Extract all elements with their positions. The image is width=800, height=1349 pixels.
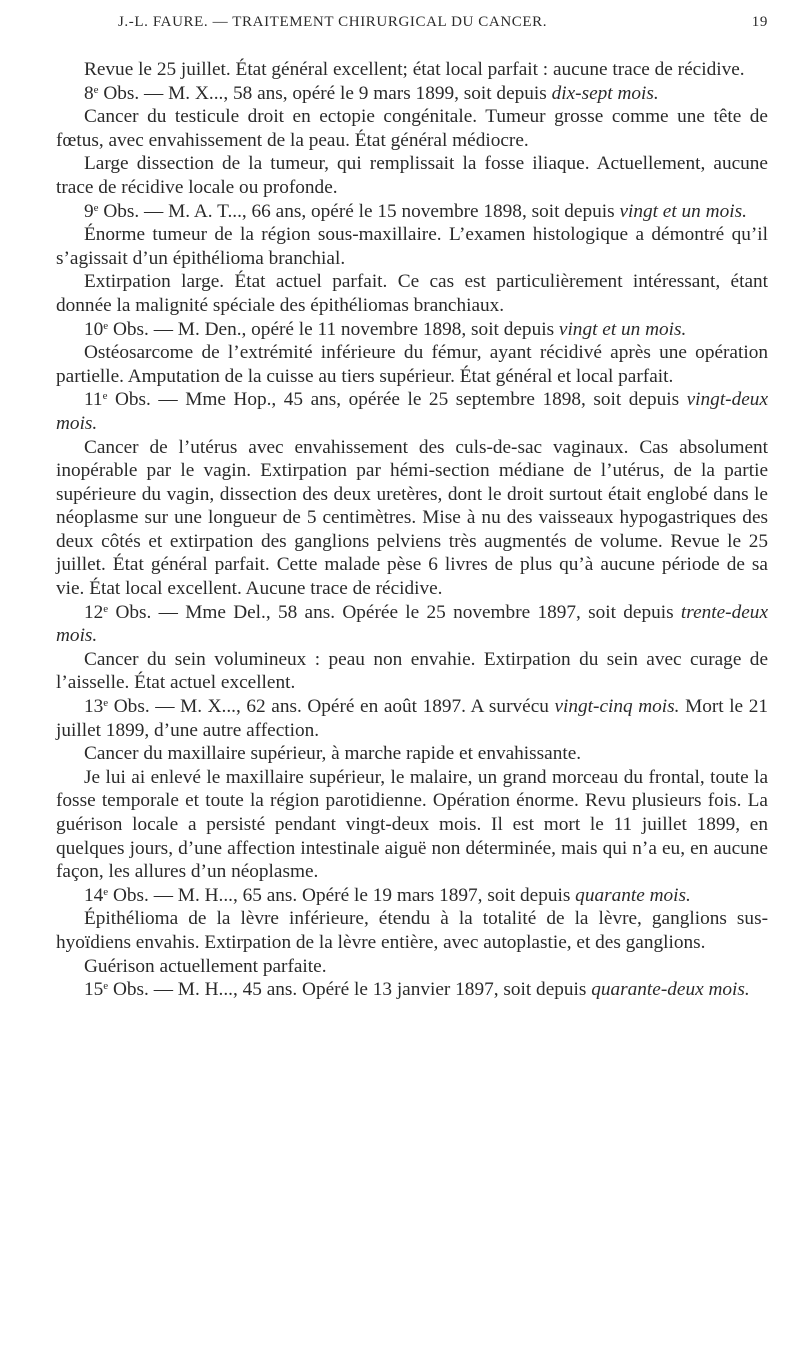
paragraph [56,978,768,1002]
italic-text: vingt-deux mois. [56,389,768,434]
text-run: Guérison actuellement parfaite. [84,955,327,977]
italic-text: dix-sept mois. [551,82,659,104]
paragraph [56,58,768,82]
paragraph [56,270,768,317]
paragraph [56,648,768,695]
text-run: Revue le 25 juillet. État général excellent; état local parfait : aucune trace de récidive. [84,59,745,80]
paragraph [56,766,768,884]
text-run: Cancer du testicule droit en ectopie congénitale. Tumeur grosse comme une tête de fœtus, avec envahissement de la peau. État général médiocre. [56,106,768,151]
text-run: Cancer de l’utérus avec envahissement des culs-de-sac vaginaux. Cas absolument inopérable par le vagin. Extirpation par hémi-section médiane de l’utérus, de la partie supérieure du vagin, dissection des deux uretères, dont le droit surtout était englobé dans le néoplasme sur une longueur de 5 centimètres. Mise à nu des vaisseaux hypogastriques des deux côtés et extirpation des ganglions pelviens très augmentés de volume. Revue le 25 juillet. État général parfait. Cette malade pèse 6 livres de plus qu’à aucune période de sa vie. État local excellent. Aucune trace de récidive. [56,436,768,600]
text-run: Épithélioma de la lèvre inférieure, étendu à la totalité de la lèvre, ganglions sus-hyoïdiens envahis. Extirpation de la lèvre entière, avec autoplastie, et des ganglions. [56,908,768,953]
ordinal-superscript: e [93,201,99,214]
paragraph [56,200,768,224]
text-run: Cancer du sein volumineux : peau non envahie. Extirpation du sein avec curage de l’aisselle. État actuel excellent. [56,648,768,694]
paragraph [56,341,768,388]
text-run: Je lui ai enlevé le maxillaire supérieur, le malaire, un grand morceau du frontal, toute la fosse temporale et toute la région parotidienne. Opération énorme. Revu plusieurs fois. La guérison locale a persisté pendant vingt-deux mois. Il est mort le 11 juillet 1899, en quelques jours, d’une affection intestinale aiguë non déterminée, mais qui n’a eu, en aucune façon, les allures d’un néoplasme. [56,766,768,883]
text-run: 15 [84,979,104,1001]
text-run: 13 [84,696,104,718]
text-run: 10 [84,318,104,340]
italic-text: trente-deux mois. [56,601,768,647]
text-run: Obs. — Mme Del., 58 ans. Opérée le 25 novembre 1897, soit depuis [108,601,681,623]
ordinal-superscript: e [103,980,109,993]
text-run: 11 [84,389,103,411]
italic-text: quarante-deux mois. [591,979,750,1001]
paragraph [56,318,768,342]
italic-text: quarante mois. [575,884,691,906]
text-run: Obs. — M. H..., 45 ans. Opéré le 13 janvier 1897, soit depuis [108,979,592,1001]
paragraph [56,152,768,199]
text-run: Ostéosarcome de l’extrémité inférieure du fémur, ayant récidivé après une opération partielle. Amputation de la cuisse au tiers supérieur. État général et local parfait. [56,342,768,387]
italic-text: vingt-cinq mois. [554,696,680,718]
text-run: Cancer du maxillaire supérieur, à marche rapide et envahissante. [84,743,582,765]
paragraph [56,695,768,742]
text-run: Obs. — M. X..., 58 ans, opéré le 9 mars 1899, soit depuis [98,82,552,104]
paragraph [56,223,768,270]
text-run: Large dissection de la tumeur, qui remplissait la fosse iliaque. Actuellement, aucune trace de récidive locale ou profonde. [56,153,768,198]
paragraph [56,436,768,601]
italic-text: vingt et un mois. [558,318,687,340]
text-run: Obs. — M. A. T..., 66 ans, opéré le 15 novembre 1898, soit depuis [98,200,620,222]
text-run: Obs. — M. Den., opéré le 11 novembre 1898, soit depuis [108,318,559,340]
ordinal-superscript: e [102,390,108,403]
paragraph [56,388,768,435]
paragraph [56,907,768,954]
ordinal-superscript: e [103,697,109,710]
text-run: Obs. — M. X..., 62 ans. Opéré en août 1897. A survécu [108,696,555,718]
paragraph [56,955,768,979]
text-run: Énorme tumeur de la région sous-maxillaire. L’examen histologique a démontré qu’il s’agissait d’un épithélioma branchial. [56,224,768,269]
running-title: J.-L. FAURE. — TRAITEMENT CHIRURGICAL DU CANCER. [118,14,548,30]
paragraph [56,742,768,766]
ordinal-superscript: e [93,83,99,96]
text-run: Obs. — M. H..., 65 ans. Opéré le 19 mars 1897, soit depuis [108,884,576,906]
italic-text: vingt et un mois. [619,200,747,222]
paragraph [56,105,768,152]
body-text [56,58,768,1002]
text-run: Mort le 21 juillet 1899, d’une autre affection. [56,696,768,741]
paragraph [56,884,768,908]
ordinal-superscript: e [103,602,109,615]
ordinal-superscript: e [103,319,109,332]
paragraph [56,82,768,106]
text-run: 8 [84,82,94,104]
text-run: 12 [84,601,104,623]
text-run: Extirpation large. État actuel parfait. Ce cas est particulièrement intéressant, étant donnée la malignité spéciale des épithéliomas branchiaux. [56,271,768,316]
text-run: 14 [84,884,104,906]
running-header [56,14,768,38]
text-run: Obs. — Mme Hop., 45 ans, opérée le 25 septembre 1898, soit depuis [107,389,687,411]
ordinal-superscript: e [103,885,109,898]
page-number: 19 [751,14,768,30]
text-run: 9 [84,200,94,222]
paragraph [56,601,768,648]
